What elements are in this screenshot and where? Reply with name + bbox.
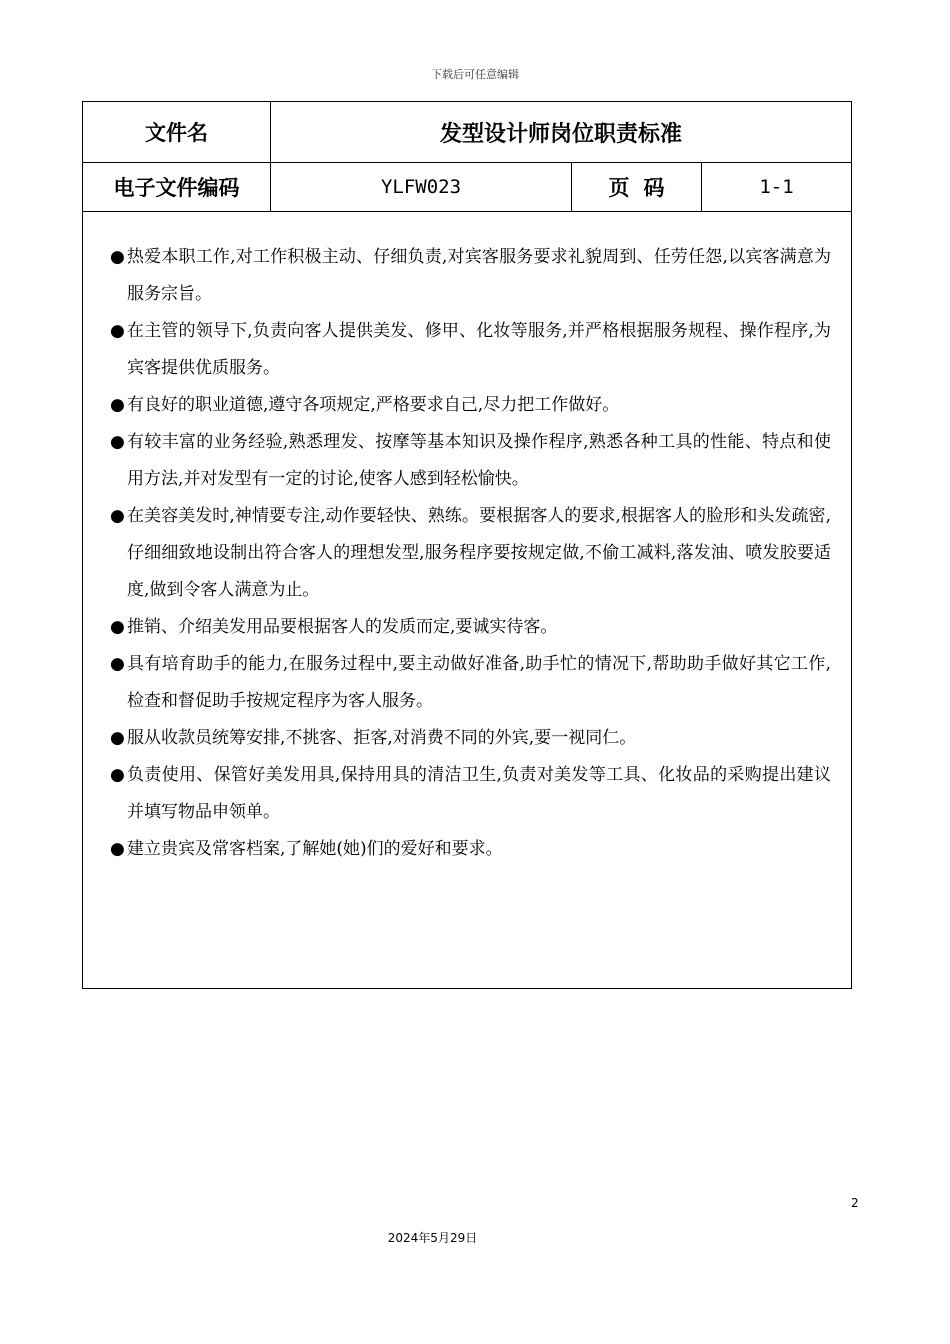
code-value: YLFW023 [271,163,572,212]
duty-text: 建立贵宾及常客档案,了解她(她)们的爱好和要求。 [127,839,503,859]
duty-item [111,313,831,387]
content-row [83,212,852,989]
content-cell [83,212,852,989]
bullet-icon: ● [110,395,125,415]
header-note: 下载后可任意编辑 [431,68,519,81]
duty-text: 有较丰富的业务经验,熟悉理发、按摩等基本知识及操作程序,熟悉各种工具的性能、特点和使用方法,并对发型有一定的讨论,使客人感到轻松愉快。 [127,432,832,489]
duty-text: 具有培育助手的能力,在服务过程中,要主动做好准备,助手忙的情况下,帮助助手做好其它工作,检查和督促助手按规定程序为客人服务。 [127,654,832,711]
duty-text: 有良好的职业道德,遵守各项规定,严格要求自己,尽力把工作做好。 [127,395,620,415]
duty-list [83,212,851,868]
duty-item [111,498,831,609]
bullet-icon: ● [110,765,125,785]
bullet-icon: ● [110,617,125,637]
bullet-icon: ● [110,654,125,674]
code-label: 电子文件编码 [83,163,271,212]
page-label: 页码 [572,163,702,212]
document-title: 发型设计师岗位职责标准 [271,102,852,163]
duty-text: 热爱本职工作,对工作积极主动、仔细负责,对宾客服务要求礼貌周到、任劳任怨,以宾客满意为服务宗旨。 [127,247,832,304]
file-name-label: 文件名 [83,102,271,163]
bullet-icon: ● [110,321,125,341]
duty-text: 负责使用、保管好美发用具,保持用具的清洁卫生,负责对美发等工具、化妆品的采购提出建议并填写物品申领单。 [127,765,832,822]
duty-text: 在美容美发时,神情要专注,动作要轻快、熟练。要根据客人的要求,根据客人的脸形和头发疏密,仔细细致地设制出符合客人的理想发型,服务程序要按规定做,不偷工减料,落发油、喷发胶要适度,做到令客人满意为止。 [127,506,832,600]
duty-item [111,831,831,868]
bullet-icon: ● [110,839,125,859]
duty-text: 服从收款员统筹安排,不挑客、拒客,对消费不同的外宾,要一视同仁。 [127,728,637,748]
duty-text: 在主管的领导下,负责向客人提供美发、修甲、化妆等服务,并严格根据服务规程、操作程序,为宾客提供优质服务。 [127,321,832,378]
title-row [83,102,852,163]
duty-item [111,757,831,831]
bullet-icon: ● [110,432,125,452]
bullet-icon: ● [110,728,125,748]
duty-item [111,387,831,424]
page-number: 2 [851,1196,859,1210]
footer-date: 2024年5月29日 [387,1231,478,1245]
duty-item [111,424,831,498]
code-row [83,163,852,212]
document-table [82,101,852,989]
page-value: 1-1 [702,163,852,212]
duty-item [111,609,831,646]
duty-item [111,646,831,720]
bullet-icon: ● [110,247,125,267]
duty-item [111,720,831,757]
bullet-icon: ● [110,506,125,526]
duty-text: 推销、介绍美发用品要根据客人的发质而定,要诚实待客。 [127,617,558,637]
duty-item [111,239,831,313]
